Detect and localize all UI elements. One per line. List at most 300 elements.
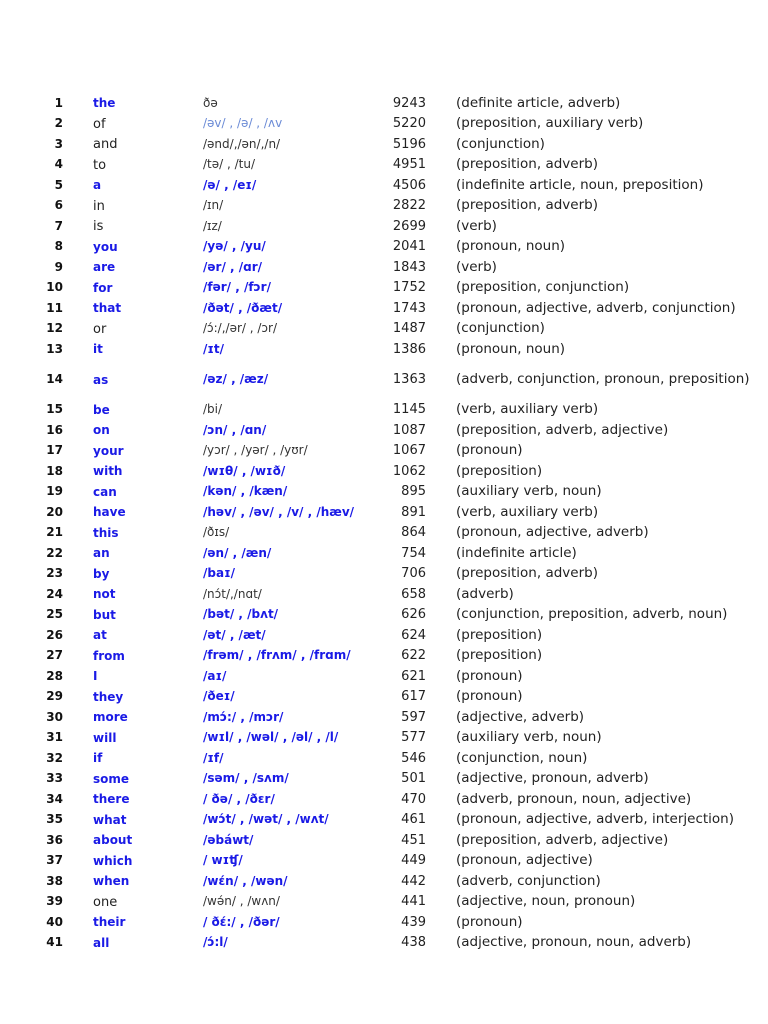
pronunciation-text: /ðeɪ/ xyxy=(203,689,235,703)
rank-text: 2 xyxy=(54,116,63,130)
pronunciation-cell xyxy=(203,851,378,872)
part-of-speech-text: (verb) xyxy=(456,217,497,234)
rank-cell xyxy=(38,892,93,913)
word-text: of xyxy=(93,116,106,132)
part-of-speech-cell xyxy=(456,400,756,421)
frequency-cell xyxy=(378,728,456,749)
frequency-cell xyxy=(378,912,456,933)
pronunciation-cell xyxy=(203,666,378,687)
word-cell xyxy=(93,278,203,299)
pronunciation-text: /wɪθ/ , /wɪð/ xyxy=(203,463,286,478)
pronunciation-text: /ɔ́:l/ xyxy=(203,935,228,949)
part-of-speech-text: (verb) xyxy=(456,258,497,275)
part-of-speech-text: (indefinite article) xyxy=(456,544,577,561)
rank-cell xyxy=(38,789,93,810)
word-cell xyxy=(93,114,203,135)
part-of-speech-text: (adverb, conjunction, pronoun, preposition) xyxy=(456,371,750,387)
table-row xyxy=(38,851,756,872)
pronunciation-cell xyxy=(203,400,378,421)
frequency-cell xyxy=(378,769,456,790)
table-row xyxy=(38,502,756,523)
rank-text: 35 xyxy=(46,812,63,826)
rank-cell xyxy=(38,933,93,954)
part-of-speech-cell xyxy=(456,851,756,872)
frequency-cell xyxy=(378,134,456,155)
word-text: the xyxy=(93,96,116,110)
frequency-cell xyxy=(378,687,456,708)
part-of-speech-text: (conjunction) xyxy=(456,320,545,336)
part-of-speech-cell xyxy=(456,420,756,441)
part-of-speech-text: (preposition, adverb) xyxy=(456,156,598,172)
frequency-text: 451 xyxy=(401,832,426,848)
pronunciation-cell xyxy=(203,114,378,135)
frequency-cell xyxy=(378,155,456,176)
part-of-speech-text: (pronoun) xyxy=(456,688,523,704)
word-text: I xyxy=(93,669,98,683)
table-row xyxy=(38,810,756,831)
part-of-speech-text: (pronoun, adjective, adverb, interjection) xyxy=(456,811,735,827)
rank-cell xyxy=(38,728,93,749)
word-text: their xyxy=(93,915,126,929)
rank-cell xyxy=(38,339,93,360)
part-of-speech-text: (auxiliary verb, noun) xyxy=(456,729,602,745)
part-of-speech-text: (auxiliary verb, noun) xyxy=(456,483,602,499)
pronunciation-cell xyxy=(203,584,378,605)
frequency-text: 1386 xyxy=(392,341,426,357)
table-row xyxy=(38,687,756,708)
word-text: what xyxy=(93,812,127,827)
word-text: but xyxy=(93,607,116,622)
rank-text: 29 xyxy=(46,689,63,703)
part-of-speech-text: (indefinite article, noun, preposition) xyxy=(456,176,704,193)
table-row xyxy=(38,114,756,135)
word-cell xyxy=(93,502,203,523)
rank-cell xyxy=(38,441,93,462)
frequency-text: 626 xyxy=(401,607,426,622)
rank-cell xyxy=(38,687,93,708)
pronunciation-cell xyxy=(203,319,378,340)
part-of-speech-cell xyxy=(456,687,756,708)
part-of-speech-cell xyxy=(456,298,756,319)
word-cell xyxy=(93,237,203,258)
frequency-text: 449 xyxy=(401,853,426,868)
part-of-speech-text: (preposition, adverb, adjective) xyxy=(456,831,669,848)
part-of-speech-text: (adverb, conjunction) xyxy=(456,872,601,889)
table-row xyxy=(38,461,756,482)
part-of-speech-text: (preposition) xyxy=(456,626,543,643)
frequency-cell xyxy=(378,319,456,340)
pronunciation-cell xyxy=(203,830,378,851)
pronunciation-text: /ər/ , /ɑr/ xyxy=(203,259,263,274)
pronunciation-cell xyxy=(203,298,378,319)
part-of-speech-cell xyxy=(456,360,756,400)
rank-text: 23 xyxy=(46,566,63,580)
word-cell xyxy=(93,584,203,605)
pronunciation-cell xyxy=(203,175,378,196)
word-text: and xyxy=(93,137,118,152)
rank-cell xyxy=(38,175,93,196)
word-cell xyxy=(93,216,203,237)
word-text: at xyxy=(93,628,107,642)
table-row xyxy=(38,441,756,462)
pronunciation-text: /ɔ́:/,/ər/ , /ɔr/ xyxy=(203,321,277,335)
rank-cell xyxy=(38,360,93,400)
table-row xyxy=(38,892,756,913)
pronunciation-cell xyxy=(203,892,378,913)
word-cell xyxy=(93,666,203,687)
table-row xyxy=(38,728,756,749)
rank-cell xyxy=(38,584,93,605)
rank-text: 10 xyxy=(46,280,63,294)
table-row xyxy=(38,748,756,769)
word-text: to xyxy=(93,157,107,173)
frequency-text: 441 xyxy=(401,894,426,909)
part-of-speech-cell xyxy=(456,257,756,278)
pronunciation-text: /fər/ , /fɔr/ xyxy=(203,280,271,294)
pronunciation-text: /ɔn/ , /ɑn/ xyxy=(203,422,267,437)
frequency-text: 2699 xyxy=(392,218,426,234)
word-cell xyxy=(93,155,203,176)
pronunciation-text: /wɪl/ , /wəl/ , /əl/ , /l/ xyxy=(203,730,339,744)
table-row xyxy=(38,543,756,564)
rank-cell xyxy=(38,400,93,421)
rank-text: 25 xyxy=(46,607,63,621)
word-text: that xyxy=(93,301,122,315)
part-of-speech-cell xyxy=(456,789,756,810)
part-of-speech-text: (verb, auxiliary verb) xyxy=(456,503,599,520)
pronunciation-text: / ðə/ , /ðɛr/ xyxy=(203,791,275,806)
frequency-text: 895 xyxy=(401,484,426,499)
rank-text: 38 xyxy=(46,873,63,888)
frequency-text: 2822 xyxy=(392,198,426,213)
frequency-cell xyxy=(378,400,456,421)
rank-cell xyxy=(38,420,93,441)
rank-text: 13 xyxy=(46,341,63,356)
part-of-speech-text: (preposition, adverb) xyxy=(456,565,598,581)
frequency-text: 617 xyxy=(401,689,426,704)
frequency-text: 1487 xyxy=(392,321,426,336)
frequency-text: 2041 xyxy=(392,239,426,254)
rank-cell xyxy=(38,646,93,667)
word-cell xyxy=(93,175,203,196)
frequency-cell xyxy=(378,278,456,299)
part-of-speech-cell xyxy=(456,584,756,605)
rank-text: 1 xyxy=(54,95,63,110)
rank-cell xyxy=(38,810,93,831)
rank-text: 5 xyxy=(54,177,63,192)
word-text: are xyxy=(93,260,116,274)
word-text: which xyxy=(93,853,133,868)
word-cell xyxy=(93,625,203,646)
frequency-cell xyxy=(378,523,456,544)
frequency-cell xyxy=(378,543,456,564)
part-of-speech-cell xyxy=(456,830,756,851)
rank-text: 20 xyxy=(46,504,63,519)
pronunciation-text: /ə/ , /eɪ/ xyxy=(203,177,257,192)
word-cell xyxy=(93,564,203,585)
part-of-speech-cell xyxy=(456,523,756,544)
pronunciation-text: /əv/ , /ə/ , /ʌv xyxy=(203,116,283,130)
part-of-speech-cell xyxy=(456,666,756,687)
table-row xyxy=(38,339,756,360)
frequency-text: 1145 xyxy=(392,402,426,417)
part-of-speech-text: (adverb) xyxy=(456,585,514,602)
frequency-cell xyxy=(378,830,456,851)
pronunciation-cell xyxy=(203,339,378,360)
part-of-speech-text: (adjective, adverb) xyxy=(456,708,585,725)
frequency-cell xyxy=(378,461,456,482)
pronunciation-text: /ət/ , /æt/ xyxy=(203,627,266,642)
table-row xyxy=(38,237,756,258)
rank-text: 19 xyxy=(46,484,63,498)
rank-cell xyxy=(38,912,93,933)
pronunciation-text: /frəm/ , /frʌm/ , /frɑm/ xyxy=(203,648,351,662)
word-cell xyxy=(93,482,203,503)
pronunciation-cell xyxy=(203,278,378,299)
part-of-speech-text: (preposition, adverb, adjective) xyxy=(456,421,669,438)
pronunciation-cell xyxy=(203,237,378,258)
table-row xyxy=(38,523,756,544)
pronunciation-cell xyxy=(203,216,378,237)
rank-text: 33 xyxy=(46,771,63,785)
frequency-text: 1843 xyxy=(392,259,426,275)
frequency-text: 461 xyxy=(401,812,426,827)
part-of-speech-text: (adjective, pronoun, adverb) xyxy=(456,770,649,786)
rank-cell xyxy=(38,196,93,217)
word-text: as xyxy=(93,372,109,387)
word-text: by xyxy=(93,566,110,581)
part-of-speech-cell xyxy=(456,769,756,790)
rank-cell xyxy=(38,134,93,155)
frequency-text: 5196 xyxy=(392,136,426,152)
part-of-speech-cell xyxy=(456,748,756,769)
frequency-cell xyxy=(378,871,456,892)
part-of-speech-text: (conjunction, preposition, adverb, noun) xyxy=(456,606,728,622)
word-cell xyxy=(93,687,203,708)
part-of-speech-text: (conjunction) xyxy=(456,135,545,152)
frequency-cell xyxy=(378,625,456,646)
frequency-cell xyxy=(378,257,456,278)
pronunciation-text: /yɔr/ , /yər/ , /yʊr/ xyxy=(203,443,308,457)
rank-cell xyxy=(38,155,93,176)
frequency-cell xyxy=(378,564,456,585)
frequency-cell xyxy=(378,789,456,810)
part-of-speech-cell xyxy=(456,482,756,503)
rank-text: 26 xyxy=(46,627,63,642)
table-row xyxy=(38,420,756,441)
table-row xyxy=(38,625,756,646)
pronunciation-cell xyxy=(203,155,378,176)
rank-cell xyxy=(38,543,93,564)
table-row xyxy=(38,257,756,278)
part-of-speech-text: (adverb, pronoun, noun, adjective) xyxy=(456,790,692,807)
word-text: be xyxy=(93,402,110,417)
rank-cell xyxy=(38,216,93,237)
word-cell xyxy=(93,400,203,421)
part-of-speech-text: (conjunction, noun) xyxy=(456,749,588,766)
pronunciation-cell xyxy=(203,707,378,728)
word-text: one xyxy=(93,894,118,910)
frequency-text: 546 xyxy=(401,750,426,766)
pronunciation-text: / ðɛ́:/ , /ðər/ xyxy=(203,914,280,929)
pronunciation-cell xyxy=(203,789,378,810)
rank-cell xyxy=(38,319,93,340)
part-of-speech-cell xyxy=(456,196,756,217)
rank-cell xyxy=(38,666,93,687)
word-cell xyxy=(93,810,203,831)
pronunciation-text: /həv/ , /əv/ , /v/ , /hæv/ xyxy=(203,504,355,519)
part-of-speech-cell xyxy=(456,810,756,831)
pronunciation-cell xyxy=(203,769,378,790)
frequency-text: 5220 xyxy=(392,116,426,131)
rank-cell xyxy=(38,298,93,319)
frequency-text: 438 xyxy=(401,935,426,950)
frequency-cell xyxy=(378,892,456,913)
part-of-speech-text: (preposition, auxiliary verb) xyxy=(456,115,644,131)
rank-text: 18 xyxy=(46,463,63,478)
pronunciation-text: /kən/ , /kæn/ xyxy=(203,484,288,498)
word-text: there xyxy=(93,792,130,806)
pronunciation-text: /ɪf/ xyxy=(203,750,224,765)
table-row xyxy=(38,564,756,585)
rank-text: 21 xyxy=(46,525,63,539)
word-cell xyxy=(93,543,203,564)
part-of-speech-cell xyxy=(456,728,756,749)
frequency-text: 442 xyxy=(401,873,426,889)
frequency-cell xyxy=(378,605,456,626)
part-of-speech-text: (pronoun) xyxy=(456,913,523,930)
word-text: on xyxy=(93,423,110,437)
pronunciation-text: /ɪt/ xyxy=(203,341,225,356)
frequency-text: 621 xyxy=(401,668,426,684)
pronunciation-text: /yə/ , /yu/ xyxy=(203,239,266,253)
rank-cell xyxy=(38,278,93,299)
word-text: if xyxy=(93,751,103,765)
pronunciation-text: /ɪz/ xyxy=(203,218,222,233)
word-cell xyxy=(93,339,203,360)
word-cell xyxy=(93,298,203,319)
table-row xyxy=(38,933,756,954)
part-of-speech-text: (pronoun) xyxy=(456,667,523,684)
pronunciation-text: /əz/ , /æz/ xyxy=(203,372,269,386)
pronunciation-text: /bi/ xyxy=(203,402,223,416)
part-of-speech-text: (adjective, pronoun, noun, adverb) xyxy=(456,934,692,950)
table-row xyxy=(38,175,756,196)
rank-text: 37 xyxy=(46,853,63,867)
part-of-speech-cell xyxy=(456,646,756,667)
word-text: your xyxy=(93,443,124,458)
word-cell xyxy=(93,871,203,892)
rank-text: 24 xyxy=(46,586,63,601)
rank-cell xyxy=(38,114,93,135)
word-text: an xyxy=(93,546,110,560)
rank-text: 6 xyxy=(54,198,63,212)
pronunciation-text: /səm/ , /sʌm/ xyxy=(203,771,289,785)
rank-cell xyxy=(38,707,93,728)
rank-text: 39 xyxy=(46,894,63,908)
word-text: or xyxy=(93,321,107,337)
pronunciation-cell xyxy=(203,605,378,626)
table-row xyxy=(38,93,756,114)
word-cell xyxy=(93,93,203,114)
pronunciation-text: /tə/ , /tu/ xyxy=(203,157,256,171)
frequency-cell xyxy=(378,360,456,400)
word-cell xyxy=(93,420,203,441)
part-of-speech-cell xyxy=(456,502,756,523)
rank-text: 4 xyxy=(54,157,63,171)
frequency-cell xyxy=(378,933,456,954)
pronunciation-text: /ðət/ , /ðæt/ xyxy=(203,300,283,315)
table-row xyxy=(38,278,756,299)
word-cell xyxy=(93,196,203,217)
pronunciation-text: /wɔ́t/ , /wət/ , /wʌt/ xyxy=(203,812,329,826)
pronunciation-cell xyxy=(203,257,378,278)
rank-cell xyxy=(38,830,93,851)
table-row xyxy=(38,646,756,667)
table-row xyxy=(38,319,756,340)
frequency-text: 9243 xyxy=(392,95,426,111)
table-row xyxy=(38,298,756,319)
rank-cell xyxy=(38,564,93,585)
word-text: from xyxy=(93,648,125,663)
rank-text: 31 xyxy=(46,730,63,744)
frequency-text: 577 xyxy=(401,730,426,745)
word-cell xyxy=(93,830,203,851)
frequency-cell xyxy=(378,216,456,237)
word-text: not xyxy=(93,587,116,601)
word-cell xyxy=(93,728,203,749)
frequency-cell xyxy=(378,810,456,831)
frequency-text: 1062 xyxy=(392,463,426,479)
rank-text: 22 xyxy=(46,545,63,560)
pronunciation-cell xyxy=(203,502,378,523)
part-of-speech-cell xyxy=(456,912,756,933)
part-of-speech-cell xyxy=(456,933,756,954)
rank-cell xyxy=(38,769,93,790)
part-of-speech-cell xyxy=(456,175,756,196)
part-of-speech-cell xyxy=(456,605,756,626)
part-of-speech-cell xyxy=(456,114,756,135)
table-row xyxy=(38,400,756,421)
frequency-text: 4506 xyxy=(392,177,426,193)
frequency-cell xyxy=(378,114,456,135)
pronunciation-text: /aɪ/ xyxy=(203,668,227,683)
word-cell xyxy=(93,605,203,626)
part-of-speech-cell xyxy=(456,625,756,646)
word-text: will xyxy=(93,730,117,745)
part-of-speech-cell xyxy=(456,543,756,564)
word-text: it xyxy=(93,342,103,356)
rank-cell xyxy=(38,502,93,523)
table-row xyxy=(38,196,756,217)
word-text: this xyxy=(93,525,119,540)
part-of-speech-cell xyxy=(456,93,756,114)
rank-text: 8 xyxy=(54,239,63,253)
part-of-speech-cell xyxy=(456,892,756,913)
rank-text: 40 xyxy=(46,914,63,929)
frequency-cell xyxy=(378,502,456,523)
pronunciation-cell xyxy=(203,420,378,441)
pronunciation-text: /ɪn/ xyxy=(203,198,224,212)
part-of-speech-cell xyxy=(456,871,756,892)
table-row xyxy=(38,482,756,503)
pronunciation-cell xyxy=(203,441,378,462)
table-body xyxy=(38,93,756,953)
word-cell xyxy=(93,933,203,954)
pronunciation-text: /nɔ́t/,/nɑt/ xyxy=(203,586,262,601)
rank-text: 11 xyxy=(46,300,63,315)
part-of-speech-text: (preposition, adverb) xyxy=(456,197,598,213)
